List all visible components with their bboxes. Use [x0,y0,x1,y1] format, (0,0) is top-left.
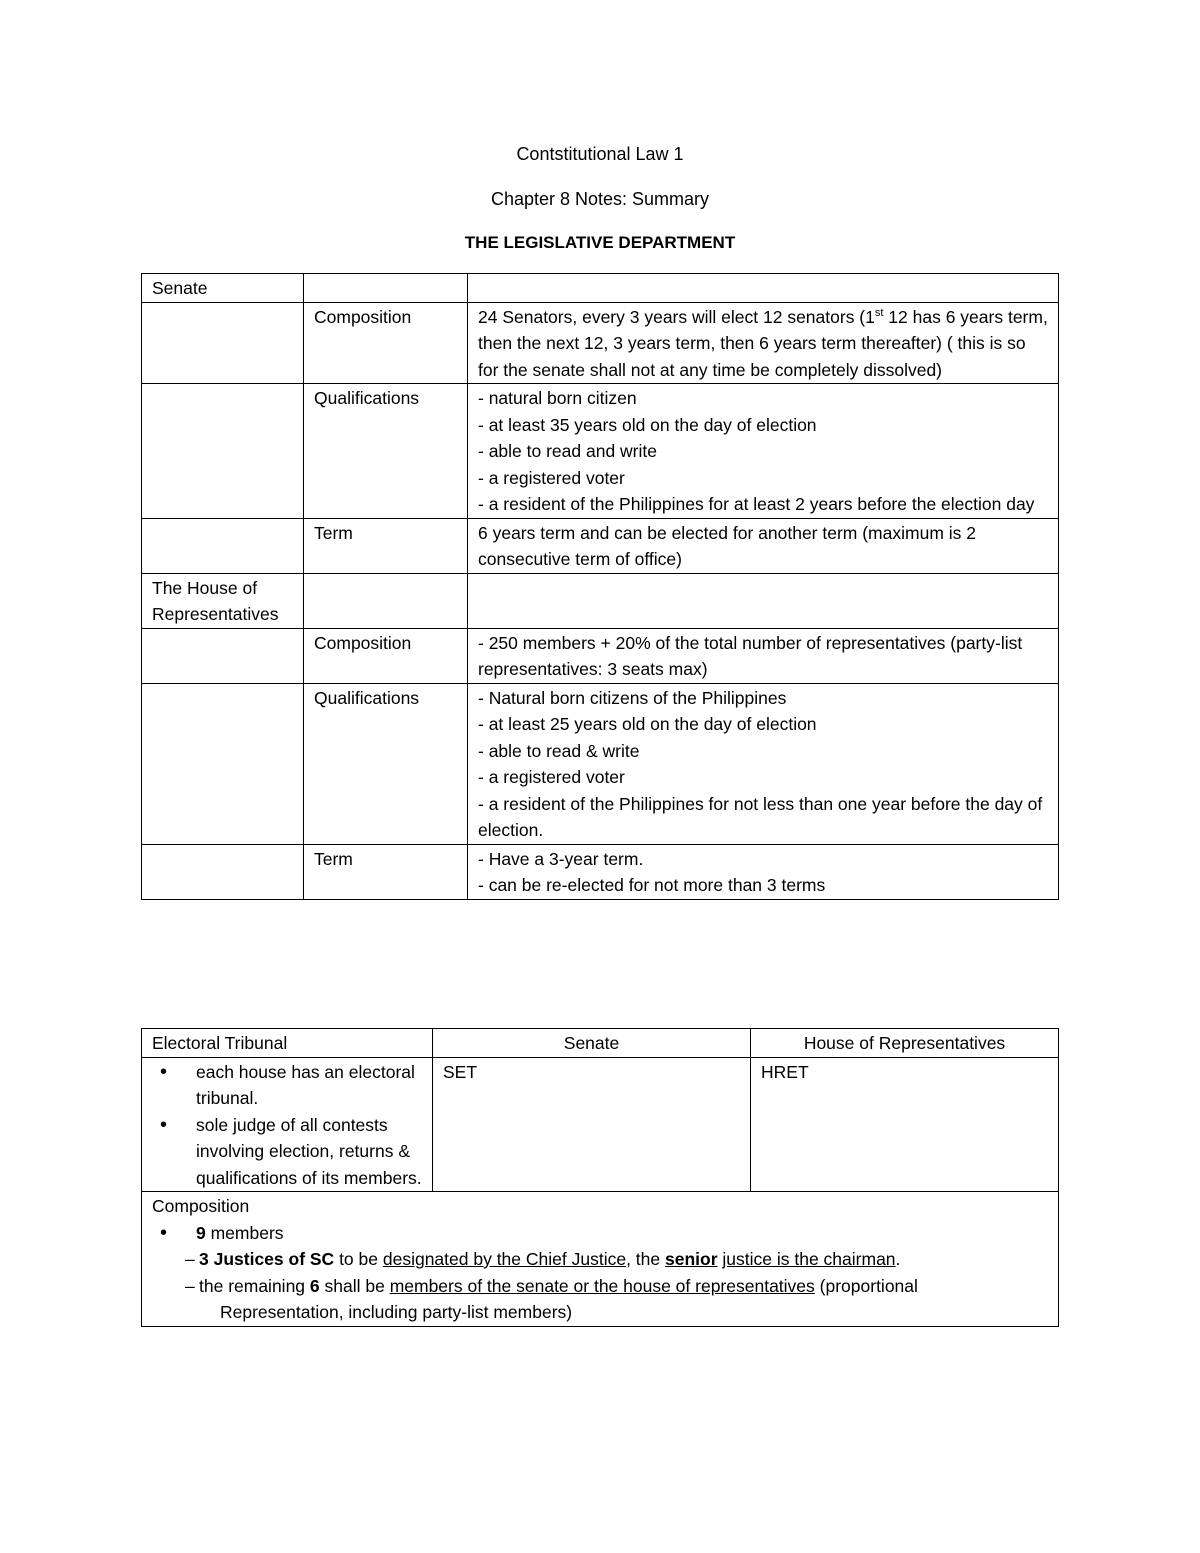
senate-term-text: 6 years term and can be elected for another term (maximum is 2 consecutive term of office) [468,518,1059,573]
list-item: - a resident of the Philippines for at least 2 years before the election day [478,494,1035,514]
senate-composition-label: Composition [304,302,468,384]
electoral-tribunal-table [141,1028,1059,1327]
empty-cell [142,302,304,384]
empty-cell [142,683,304,844]
list-item: • each house has an electoral tribunal. [196,1059,422,1112]
document-subtitle: Chapter 8 Notes: Summary [490,189,710,209]
table-row [142,573,1059,628]
house-label: The House of Representatives [142,573,304,628]
table-row [142,384,1059,519]
list-item: - Have a 3-year term. [478,848,644,869]
table-row [142,844,1059,899]
house-term-label: Term [304,844,468,899]
table-row [142,274,1059,303]
list-item: - can be re-elected for not more than 3 terms [478,875,826,895]
list-item: • sole judge of all contests involving election, returns & qualifications of its members. [196,1112,422,1192]
senate-tribunal-value: SET [433,1057,751,1192]
senate-qualifications-label: Qualifications [304,384,468,519]
empty-cell [304,573,468,628]
legislative-table [141,273,1059,900]
list-item: – the remaining 6 shall be members of the senate or the house of representatives (proportional [152,1273,1048,1300]
list-item: - a resident of the Philippines for not less than one year before the day of election. [478,793,1043,840]
column-header: House of Representatives [751,1029,1059,1058]
senate-composition-text: 24 Senators, every 3 years will elect 12 senators (1st 12 has 6 years term, then the next 12, 3 years term, then 6 years term thereafter) ( this is so for the senate shall not at any time be completely dissolved) [468,302,1059,384]
tribunal-composition [142,1192,1059,1327]
list-item: - natural born citizen [478,388,637,408]
house-qualifications-label: Qualifications [304,683,468,844]
column-header: Electoral Tribunal [142,1029,433,1058]
list-item: - a registered voter [478,467,625,488]
house-term-list [468,844,1059,899]
empty-cell [142,384,304,519]
table-row [142,1057,1059,1192]
empty-cell [468,573,1059,628]
list-item: – 3 Justices of SC to be designated by the Chief Justice, the senior justice is the chairman. [152,1246,1048,1273]
list-item: - able to read and write [478,441,657,461]
table-row [142,628,1059,683]
house-composition-label: Composition [304,628,468,683]
list-item: Representation, including party-list members) [220,1302,573,1322]
table-row [142,683,1059,844]
list-item: • 9 members [196,1220,1048,1247]
list-item: - a registered voter [478,767,625,787]
table-row [142,518,1059,573]
senate-qualifications-list [468,384,1059,519]
senate-label: Senate [142,274,304,303]
list-item: - able to read & write [478,740,640,761]
empty-cell [142,628,304,683]
empty-cell [304,274,468,303]
empty-cell [142,518,304,573]
column-header: Senate [433,1029,751,1058]
list-item: - Natural born citizens of the Philippines [478,687,787,708]
empty-cell [468,274,1059,303]
house-qualifications-list [468,683,1059,844]
list-item: - at least 25 years old on the day of election [478,714,817,734]
table-row [142,1192,1059,1327]
table-row [142,302,1059,384]
composition-label: Composition [152,1196,250,1216]
section-heading: THE LEGISLATIVE DEPARTMENT [464,233,736,252]
list-item: - at least 35 years old on the day of election [478,414,817,435]
senate-term-label: Term [304,518,468,573]
empty-cell [142,844,304,899]
document-title: Contstitutional Law 1 [516,144,684,164]
table-header-row [142,1029,1059,1058]
tribunal-description [142,1057,433,1192]
house-tribunal-value: HRET [751,1057,1059,1192]
house-composition-text: - 250 members + 20% of the total number of representatives (party-list representatives: 3 seats max) [468,628,1059,683]
